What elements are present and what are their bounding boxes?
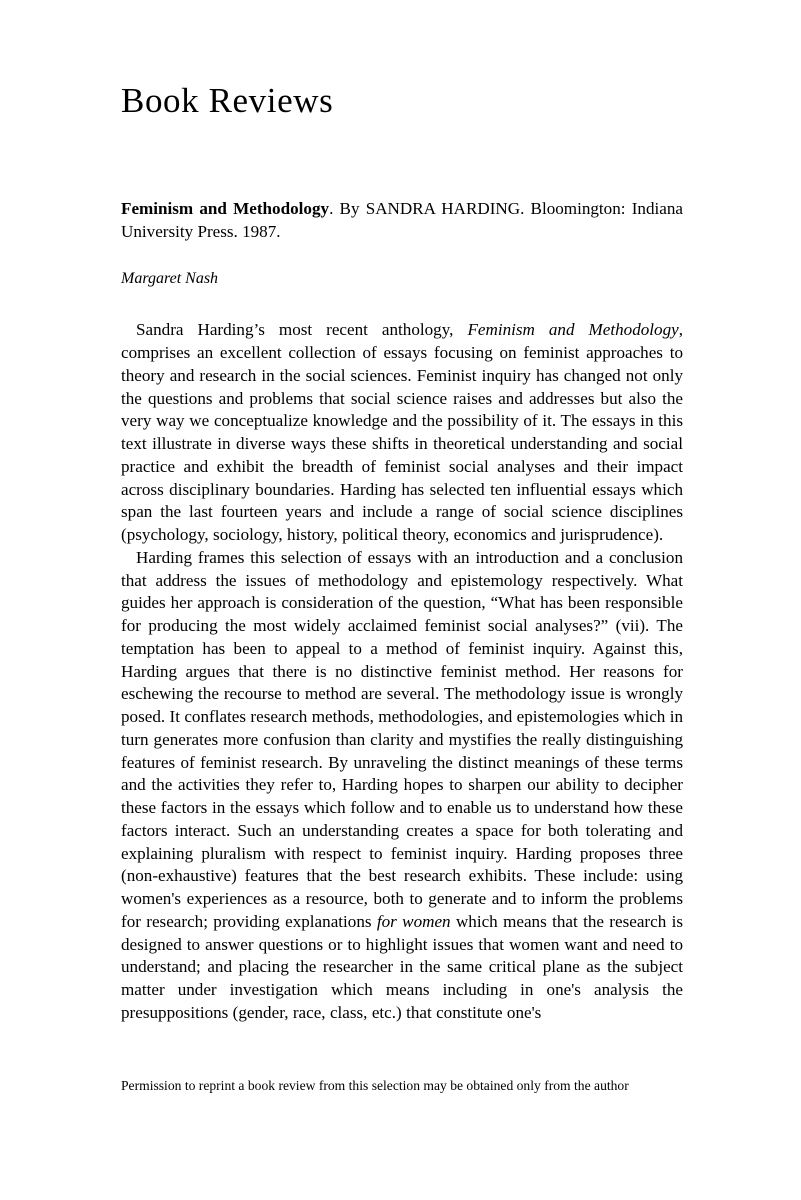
italic-phrase: Feminism and Methodology: [467, 320, 679, 340]
review-body: [121, 290, 683, 1024]
reviewer-byline: Margaret Nash: [121, 270, 219, 288]
permission-footnote: Permission to reprint a book review from this selection may be obtained only from the author: [121, 1078, 629, 1093]
text-column: [121, 197, 683, 1025]
book-citation: [121, 197, 683, 243]
page-title: Book Reviews: [121, 81, 334, 121]
italic-phrase: for women: [376, 911, 451, 931]
review-paragraph: Sandra Harding’s most recent anthology, Feminism and Methodology, comprises an excellent collection of essays focusing on feminist approaches to theory and research in the social sciences. Feminist inquiry has changed not only the questions and problems that social science raises and addresses but also the very way we conceptualize knowledge and the possibility of it. The essays in this text illustrate in diverse ways these shifts in theoretical understanding and social practice and exhibit the breadth of feminist social analyses and their impact across disciplinary boundaries. Harding has selected ten influential essays which span the last fourteen years and include a range of social science disciplines (psychology, sociology, history, political theory, economics and jurisprudence).: [121, 320, 683, 545]
review-paragraph: Harding frames this selection of essays with an introduction and a conclusion that address the issues of methodology and epistemology respectively. What guides her approach is consideration of the question, “What has been responsible for producing the most widely acclaimed feminist social analyses?” (vii). The temptation has been to appeal to a method of feminist inquiry. Against this, Harding argues that there is no distinctive feminist method. Her reasons for eschewing the recourse to method are several. The methodology issue is wrongly posed. It conflates research methods, methodologies, and epistemologies which in turn generates more confusion than clarity and mystifies the really distinguishing features of feminist research. By unraveling the distinct meanings of these terms and the activities they refer to, Harding hopes to sharpen our ability to decipher these factors in the essays which follow and to enable us to understand how these factors interact. Such an understanding creates a space for both tolerating and explaining pluralism with respect to feminist inquiry. Harding proposes three (non-exhaustive) features that the best research exhibits. These include: using women's experiences as a resource, both to generate and to inform the problems for research; providing explanations for women which means that the research is designed to answer questions or to highlight issues that women want and need to understand; and placing the researcher in the same critical plane as the subject matter under investigation which means including in one's analysis the presuppositions (gender, race, class, etc.) that constitute one's: [121, 547, 684, 1022]
book-citation-title: Feminism and Methodology: [121, 199, 330, 218]
book-citation-imprint: . By SANDRA HARDING. Bloomington: Indiana University Press. 1987.: [121, 199, 683, 242]
